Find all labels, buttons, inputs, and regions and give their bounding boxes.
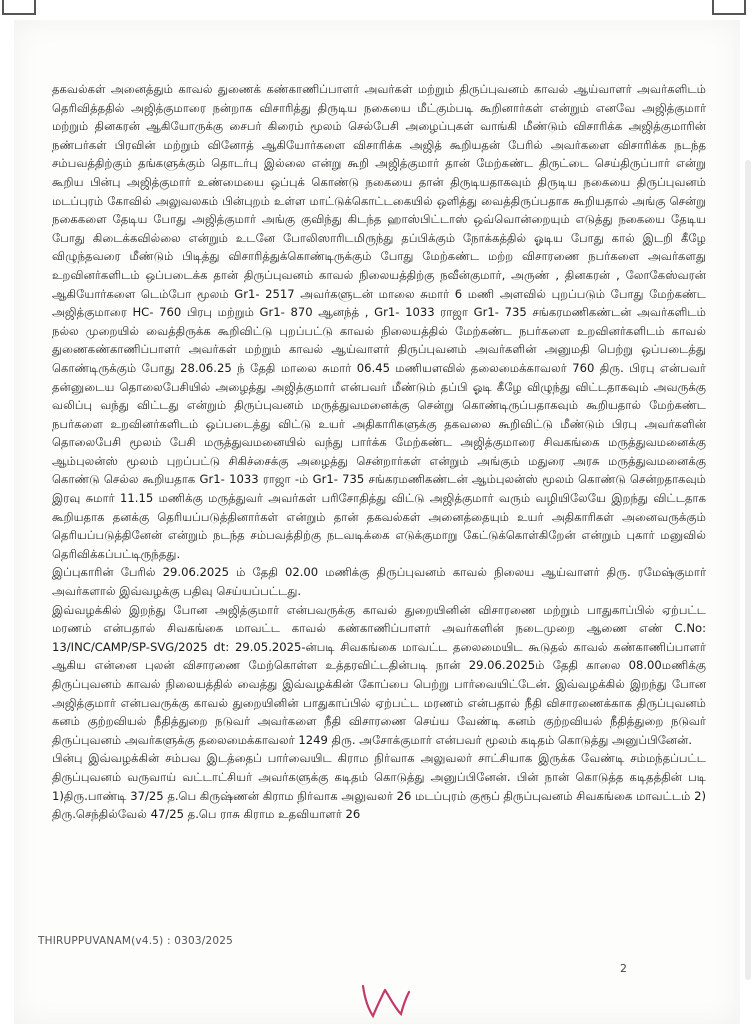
- top-frame-left: [2, 0, 36, 15]
- document-body: [52, 80, 706, 824]
- viewer-top-bar: [0, 0, 753, 20]
- scrollbar[interactable]: [745, 160, 751, 980]
- handwritten-signature-icon: [355, 976, 415, 1020]
- document-footer-id: THIRUPPUVANAM(v4.5) : 0303/2025: [38, 935, 234, 947]
- paragraph-investigation-order: இவ்வழக்கில் இறந்து போன அஜித்குமார் என்பவருக்கு காவல் துறையினின் விசாரணை மற்றும் பாதுகாப்பில் ஏற்பட்ட மரணம் என்பதால் சிவகங்கை மாவட்ட காவல் கண்காணிப்பாளர் அவர்களின் நடைமுறை ஆணை எண் C.No: 13/INC/CAMP/SP-SVG/2025 dt: 29.05.2025-ன்படி சிவகங்கை மாவட்ட தலைமையிட கூடுதல் காவல் கண்காணிப்பாளர் ஆகிய என்னை புலன் விசாரணை மேற்கொள்ள உத்தரவிட்டதின்படி நான் 29.06.2025ம் தேதி காலை 08.00மணிக்கு திருப்புவனம் காவல் நிலையத்தில் வைத்து இவ்வழக்கின் கோப்பை பெற்று பார்வையிட்டேன். இவ்வழக்கில் இறந்து போன அஜித்குமார் என்பவருக்கு காவல் துறையினின் பாதுகாப்பில் ஏற்பட்ட மரணம் என்பதால் நீதி விசாரணைக்காக திருப்புவனம் கனம் குற்றவியல் நீதித்துறை நடுவர் அவர்களை நீதி விசாரணை செய்ய வேண்டி கனம் குற்றவியல் நீதித்துறை நடுவர் திருப்புவனம் அவர்களுக்கு தலைமைக்காவலர் 1249 திரு. அசோக்குமார் என்பவர் மூலம் கடிதம் கொடுத்து அனுப்பினேன்.: [52, 602, 706, 747]
- paragraph-case-registration: இப்புகாரின் பேரில் 29.06.2025 ம் தேதி 02.00 மணிக்கு திருப்புவனம் காவல் நிலைய ஆய்வாளர் திரு. ரமேஷ்குமார் அவர்களால் இவ்வழக்கு பதிவு செய்யப்பட்டது.: [52, 565, 706, 599]
- page-number: 2: [620, 962, 627, 975]
- paragraph-complaint: தகவல்கள் அனைத்தும் காவல் துணைக் கண்காணிப்பாளர் அவர்கள் மற்றும் திருப்புவனம் காவல் ஆய்வாளர் அவர்களிடம் தெரிவித்ததில் அஜித்குமாரை நன்றாக விசாரித்து திருடிய நகையை மீட்கும்படி கூறினார்கள் என்றும் எனவே அஜித்குமார் மற்றும் தினகரன் ஆகியோருக்கு சைபர் கிரைம் மூலம் செல்பேசி அழைப்புகள் வாங்கி மீண்டும் விசாரிக்க அஜித்குமாரின் நண்பர்கள் பிரவின் மற்றும் வினோத் ஆகியோர்களை விசாரிக்க அஜித் கூறியதன் பேரில் அவர்களை விசாரிக்க நடந்த சம்பவத்திற்கும் தங்களுக்கும் தொடர்பு இல்லை என்று கூறி அஜித்குமார் தான் மேற்கண்ட திருட்டை செய்திருப்பார் என்று கூறிய பின்பு அஜித்குமார் உண்மையை ஒப்புக் கொண்டு நகையை தான் திருடியதாகவும் திருடிய நகையை திருப்புவனம் மடப்புரம் கோவில் அலுவலகம் பின்புறம் உள்ள மாட்டுக்கொட்டகையில் ஒளித்து வைத்திருப்பதாக கூறியதால் அங்கு சென்று நகைகளை தேடிய போது அஜித்குமார் அங்கு குவிந்து கிடந்த ஹாஸ்பிட்டாஸ் ஒவ்வொன்றையும் எடுத்து நகையை தேடிய போது கிடைக்கவில்லை என்றும் உடனே போலிஸாரிடமிருந்து தப்பிக்கும் நோக்கத்தில் ஓடிய போது கால் இடறி கீழே விழுந்தவரை மீண்டும் பிடித்து விசாரித்துக்கொண்டிருக்கும் போது மேற்கண்ட மற்ற விசாரணை நபர்களை அவர்களது உறவினர்களிடம் ஒப்படைக்க தான் திருப்புவனம் காவல் நிலையத்திற்கு நவீன்குமார், அருண் , தினகரன் , லோகேஸ்வரன் ஆகியோர்களை டெம்போ மூலம் Gr1- 2517 அவர்களுடன் மாலை சுமார் 6 மணி அளவில் புறப்படும் போது மேற்கண்ட அஜித்குமாரை HC- 760 பிரபு மற்றும் Gr1- 870 ஆனந்த் , Gr1- 1033 ராஜா Gr1- 735 சங்கரமணிகண்டன் அவர்களிடம் நல்ல முறையில் வைத்திருக்க கூறிவிட்டு புறப்பட்டு காவல் நிலையத்தில் மேற்கண்ட நபர்களை உறவினர்களிடம் காவல் துணைகண்காணிப்பாளர் அவர்கள் மற்றும் காவல் ஆய்வாளர் திருப்புவனம் அவர்களின் அனுமதி பெற்று ஒப்படைத்து கொண்டிருக்கும் போது 28.06.25 ந் தேதி மாலை சுமார் 06.45 மணியளவில் தலைமைக்காவலர் 760 திரு. பிரபு என்பவர் தன்னுடைய தொலைபேசியில் அழைத்து அஜித்குமார் என்பவர் மீண்டும் தப்பி ஓடி கீழே விழுந்து விட்டதாகவும் அவருக்கு வலிப்பு வந்து விட்டது என்றும் திருப்புவனம் மருத்துவமனைக்கு சென்று கொண்டிருப்பதாகவும் கூறியதால் மேற்கண்ட நபர்களை உறவினர்களிடம் ஒப்படைத்து விட்டு உயர் அதிகாரிகளுக்கு தகவலை கூறிவிட்டு மீண்டும் பிரபு அவர்களின் தொலைபேசி மூலம் பேசி மருத்துவமனையில் வந்து பார்க்க மேற்கண்ட அஜித்குமாரை சிவகங்கை மருத்துவமனைக்கு ஆம்புலன்ஸ் மூலம் புறப்பட்டு சிகிச்சைக்கு அழைத்து சென்றார்கள் என்றும் அங்கும் மதுரை அரசு மருத்துவமனைக்கு கொண்டு செல்ல கூறியதாக Gr1- 1033 ராஜா -ம் Gr1- 735 சங்கரமணிகண்டன் ஆம்புலன்ஸ் மூலம் கொண்டு சென்றதாகவும் இரவு சுமார் 11.15 மணிக்கு மருத்துவர் அவர்கள் பரிசோதித்து விட்டு அஜித்குமார் வரும் வழியிலேயே இறந்து விட்டதாக கூறியதாக தனக்கு தெரியப்படுத்தினார்கள் என்றும் தான் தகவல்கள் அனைத்தையும் உயர் அதிகாரிகள் அனைவருக்கும் தெரியப்படுத்தினேன் என்றும் நடந்த சம்பவத்திற்கு நடவடிக்கை எடுக்குமாறு கேட்டுக்கொள்கிறேன் என்றும் புகார் மனுவில் தெரிவிக்கப்பட்டிருந்தது.: [52, 82, 706, 561]
- top-frame-right: [712, 0, 746, 15]
- paragraph-scene-inspection: பின்பு இவ்வழக்கின் சம்பவ இடத்தைப் பார்வையிட கிராம நிர்வாக அலுவலர் சாட்சியாக இருக்க வேண்டி சம்மந்தப்பட்ட திருப்புவனம் வருவாய் வட்டாட்சியர் அவர்களுக்கு கடிதம் கொடுத்து அனுப்பினேன். பின் நான் கொடுத்த கடிதத்தின் படி 1)திரு.பாண்டி 37/25 த.பெ கிருஷ்ணன் கிராம நிர்வாக அலுவலர் 26 மடப்புரம் குரூப் திருப்புவனம் சிவகங்கை மாவட்டம் 2) திரு.செந்தில்வேல் 47/25 த.பெ ராசு கிராம உதவியாளர் 26: [52, 751, 706, 822]
